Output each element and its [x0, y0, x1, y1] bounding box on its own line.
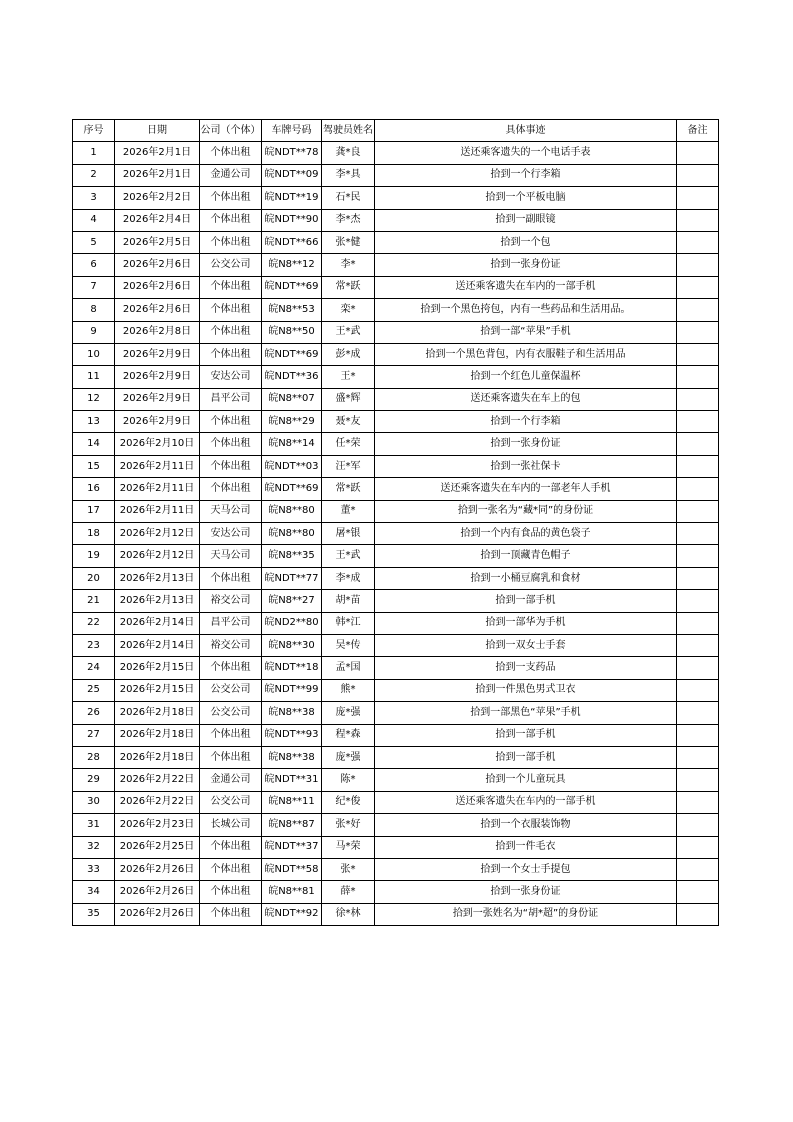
table-row: [73, 903, 719, 925]
cell-date: 2026年2月10日: [115, 433, 200, 455]
cell-driver: 聂*友: [322, 411, 375, 433]
cell-plate: 皖N8**81: [262, 881, 322, 903]
cell-company: 个体出租: [200, 187, 262, 209]
cell-driver: 彭*成: [322, 343, 375, 365]
cell-date: 2026年2月11日: [115, 455, 200, 477]
cell-seq: 30: [73, 791, 115, 813]
cell-deed: 拾到一个儿童玩具: [375, 769, 677, 791]
table-row: [73, 724, 719, 746]
cell-deed: 拾到一顶藏青色帽子: [375, 545, 677, 567]
table-row: [73, 433, 719, 455]
cell-company: 金通公司: [200, 164, 262, 186]
table-row: [73, 657, 719, 679]
cell-company: 昌平公司: [200, 388, 262, 410]
table-row: [73, 590, 719, 612]
cell-driver: 张*好: [322, 814, 375, 836]
cell-plate: 皖NDT**03: [262, 455, 322, 477]
cell-driver: 李*杰: [322, 209, 375, 231]
cell-driver: 马*荣: [322, 836, 375, 858]
header-company: 公司（个体）: [200, 120, 262, 142]
cell-company: 个体出租: [200, 276, 262, 298]
cell-remark: [677, 567, 719, 589]
cell-driver: 庞*强: [322, 746, 375, 768]
cell-date: 2026年2月2日: [115, 187, 200, 209]
table-row: [73, 836, 719, 858]
cell-plate: 皖NDT**66: [262, 231, 322, 253]
cell-remark: [677, 366, 719, 388]
cell-date: 2026年2月11日: [115, 500, 200, 522]
cell-company: 个体出租: [200, 343, 262, 365]
cell-seq: 15: [73, 455, 115, 477]
cell-date: 2026年2月4日: [115, 209, 200, 231]
cell-plate: 皖N8**80: [262, 523, 322, 545]
cell-remark: [677, 702, 719, 724]
table-row: [73, 411, 719, 433]
cell-seq: 21: [73, 590, 115, 612]
lost-found-table: [72, 119, 719, 926]
cell-plate: 皖N8**38: [262, 746, 322, 768]
cell-date: 2026年2月8日: [115, 321, 200, 343]
cell-seq: 29: [73, 769, 115, 791]
cell-plate: 皖N8**07: [262, 388, 322, 410]
cell-plate: 皖N8**27: [262, 590, 322, 612]
cell-date: 2026年2月12日: [115, 545, 200, 567]
cell-date: 2026年2月15日: [115, 657, 200, 679]
cell-driver: 庞*强: [322, 702, 375, 724]
table-row: [73, 634, 719, 656]
cell-company: 公交公司: [200, 702, 262, 724]
cell-plate: 皖N8**12: [262, 254, 322, 276]
cell-deed: 拾到一个内有食品的黄色袋子: [375, 523, 677, 545]
table-row: [73, 455, 719, 477]
cell-seq: 18: [73, 523, 115, 545]
cell-deed: 送还乘客遗失的一个电话手表: [375, 142, 677, 164]
cell-plate: 皖NDT**69: [262, 343, 322, 365]
cell-deed: 拾到一部手机: [375, 590, 677, 612]
cell-remark: [677, 254, 719, 276]
cell-seq: 35: [73, 903, 115, 925]
cell-deed: 送还乘客遗失在车内的一部手机: [375, 276, 677, 298]
cell-driver: 王*武: [322, 545, 375, 567]
cell-date: 2026年2月25日: [115, 836, 200, 858]
cell-seq: 5: [73, 231, 115, 253]
cell-plate: 皖N8**30: [262, 634, 322, 656]
cell-deed: 拾到一张身份证: [375, 254, 677, 276]
cell-date: 2026年2月23日: [115, 814, 200, 836]
cell-plate: 皖NDT**69: [262, 478, 322, 500]
table-row: [73, 523, 719, 545]
cell-deed: 拾到一张身份证: [375, 881, 677, 903]
cell-remark: [677, 411, 719, 433]
cell-company: 个体出租: [200, 321, 262, 343]
table-body: [73, 142, 719, 926]
cell-seq: 13: [73, 411, 115, 433]
cell-seq: 25: [73, 679, 115, 701]
cell-seq: 33: [73, 858, 115, 880]
cell-date: 2026年2月26日: [115, 858, 200, 880]
cell-remark: [677, 142, 719, 164]
cell-driver: 韩*江: [322, 612, 375, 634]
cell-deed: 送还乘客遗失在车内的一部手机: [375, 791, 677, 813]
cell-date: 2026年2月6日: [115, 254, 200, 276]
cell-seq: 28: [73, 746, 115, 768]
cell-plate: 皖NDT**19: [262, 187, 322, 209]
cell-company: 个体出租: [200, 231, 262, 253]
table-row: [73, 209, 719, 231]
cell-deed: 拾到一个衣服装饰物: [375, 814, 677, 836]
table-row: [73, 567, 719, 589]
cell-date: 2026年2月9日: [115, 366, 200, 388]
cell-date: 2026年2月15日: [115, 679, 200, 701]
table-row: [73, 612, 719, 634]
cell-company: 个体出租: [200, 433, 262, 455]
cell-seq: 34: [73, 881, 115, 903]
cell-seq: 19: [73, 545, 115, 567]
cell-plate: 皖NDT**78: [262, 142, 322, 164]
cell-company: 个体出租: [200, 478, 262, 500]
cell-seq: 2: [73, 164, 115, 186]
cell-company: 个体出租: [200, 724, 262, 746]
table-row: [73, 702, 719, 724]
cell-company: 个体出租: [200, 455, 262, 477]
cell-seq: 31: [73, 814, 115, 836]
cell-plate: 皖N8**50: [262, 321, 322, 343]
cell-date: 2026年2月1日: [115, 142, 200, 164]
cell-plate: 皖N8**80: [262, 500, 322, 522]
cell-remark: [677, 679, 719, 701]
cell-seq: 12: [73, 388, 115, 410]
cell-plate: 皖NDT**18: [262, 657, 322, 679]
cell-remark: [677, 858, 719, 880]
cell-seq: 26: [73, 702, 115, 724]
header-plate: 车牌号码: [262, 120, 322, 142]
cell-company: 个体出租: [200, 657, 262, 679]
cell-date: 2026年2月9日: [115, 343, 200, 365]
cell-driver: 常*跃: [322, 276, 375, 298]
cell-company: 安达公司: [200, 523, 262, 545]
cell-driver: 李*成: [322, 567, 375, 589]
cell-plate: 皖NDT**37: [262, 836, 322, 858]
cell-driver: 李*具: [322, 164, 375, 186]
cell-deed: 拾到一部“苹果”手机: [375, 321, 677, 343]
cell-company: 个体出租: [200, 881, 262, 903]
cell-remark: [677, 523, 719, 545]
cell-deed: 拾到一小桶豆腐乳和食材: [375, 567, 677, 589]
cell-seq: 1: [73, 142, 115, 164]
cell-seq: 3: [73, 187, 115, 209]
cell-date: 2026年2月22日: [115, 769, 200, 791]
cell-remark: [677, 433, 719, 455]
table-row: [73, 769, 719, 791]
cell-driver: 栾*: [322, 299, 375, 321]
cell-driver: 盛*辉: [322, 388, 375, 410]
cell-remark: [677, 724, 719, 746]
table-row: [73, 142, 719, 164]
cell-seq: 24: [73, 657, 115, 679]
cell-remark: [677, 231, 719, 253]
cell-company: 金通公司: [200, 769, 262, 791]
cell-remark: [677, 903, 719, 925]
cell-driver: 屠*银: [322, 523, 375, 545]
cell-driver: 张*: [322, 858, 375, 880]
cell-remark: [677, 478, 719, 500]
cell-driver: 王*武: [322, 321, 375, 343]
cell-date: 2026年2月18日: [115, 746, 200, 768]
table-row: [73, 679, 719, 701]
cell-date: 2026年2月18日: [115, 724, 200, 746]
header-date: 日期: [115, 120, 200, 142]
cell-driver: 董*: [322, 500, 375, 522]
cell-plate: 皖NDT**99: [262, 679, 322, 701]
cell-seq: 11: [73, 366, 115, 388]
cell-remark: [677, 455, 719, 477]
cell-company: 个体出租: [200, 858, 262, 880]
cell-deed: 拾到一张名为“藏*同”的身份证: [375, 500, 677, 522]
cell-plate: 皖NDT**90: [262, 209, 322, 231]
cell-driver: 常*跃: [322, 478, 375, 500]
cell-plate: 皖N8**11: [262, 791, 322, 813]
cell-deed: 拾到一张社保卡: [375, 455, 677, 477]
table-row: [73, 321, 719, 343]
header-remark: 备注: [677, 120, 719, 142]
cell-seq: 20: [73, 567, 115, 589]
cell-deed: 送还乘客遗失在车内的一部老年人手机: [375, 478, 677, 500]
cell-remark: [677, 321, 719, 343]
table-row: [73, 545, 719, 567]
cell-deed: 拾到一个包: [375, 231, 677, 253]
cell-plate: 皖NDT**77: [262, 567, 322, 589]
cell-deed: 拾到一副眼镜: [375, 209, 677, 231]
cell-date: 2026年2月14日: [115, 634, 200, 656]
cell-plate: 皖N8**29: [262, 411, 322, 433]
cell-deed: 拾到一张身份证: [375, 433, 677, 455]
cell-seq: 4: [73, 209, 115, 231]
cell-seq: 17: [73, 500, 115, 522]
cell-remark: [677, 881, 719, 903]
cell-seq: 27: [73, 724, 115, 746]
cell-deed: 拾到一个行李箱: [375, 411, 677, 433]
cell-plate: 皖N8**87: [262, 814, 322, 836]
cell-date: 2026年2月22日: [115, 791, 200, 813]
cell-remark: [677, 590, 719, 612]
cell-date: 2026年2月12日: [115, 523, 200, 545]
cell-date: 2026年2月6日: [115, 299, 200, 321]
cell-date: 2026年2月9日: [115, 411, 200, 433]
cell-driver: 任*荣: [322, 433, 375, 455]
cell-remark: [677, 612, 719, 634]
cell-seq: 16: [73, 478, 115, 500]
cell-plate: 皖NDT**58: [262, 858, 322, 880]
cell-deed: 拾到一个女士手提包: [375, 858, 677, 880]
cell-plate: 皖ND2**80: [262, 612, 322, 634]
cell-driver: 王*: [322, 366, 375, 388]
cell-date: 2026年2月1日: [115, 164, 200, 186]
cell-driver: 纪*俊: [322, 791, 375, 813]
cell-seq: 32: [73, 836, 115, 858]
cell-date: 2026年2月13日: [115, 567, 200, 589]
cell-remark: [677, 814, 719, 836]
cell-driver: 吴*传: [322, 634, 375, 656]
cell-plate: 皖N8**14: [262, 433, 322, 455]
cell-deed: 拾到一部华为手机: [375, 612, 677, 634]
cell-company: 公交公司: [200, 254, 262, 276]
cell-remark: [677, 746, 719, 768]
cell-company: 公交公司: [200, 791, 262, 813]
cell-driver: 汪*军: [322, 455, 375, 477]
cell-driver: 李*: [322, 254, 375, 276]
cell-company: 公交公司: [200, 679, 262, 701]
cell-deed: 拾到一个红色儿童保温杯: [375, 366, 677, 388]
header-row: [73, 120, 719, 142]
cell-company: 昌平公司: [200, 612, 262, 634]
cell-driver: 龚*良: [322, 142, 375, 164]
table-row: [73, 366, 719, 388]
cell-date: 2026年2月6日: [115, 276, 200, 298]
cell-deed: 拾到一个黑色背包，内有衣服鞋子和生活用品: [375, 343, 677, 365]
cell-deed: 拾到一个平板电脑: [375, 187, 677, 209]
cell-remark: [677, 500, 719, 522]
table-row: [73, 858, 719, 880]
cell-company: 个体出租: [200, 746, 262, 768]
table-row: [73, 791, 719, 813]
cell-remark: [677, 769, 719, 791]
cell-driver: 陈*: [322, 769, 375, 791]
cell-remark: [677, 634, 719, 656]
table-row: [73, 164, 719, 186]
table-row: [73, 388, 719, 410]
cell-company: 个体出租: [200, 567, 262, 589]
cell-deed: 拾到一件黑色男式卫衣: [375, 679, 677, 701]
table-row: [73, 299, 719, 321]
table-row: [73, 814, 719, 836]
cell-company: 个体出租: [200, 209, 262, 231]
cell-remark: [677, 836, 719, 858]
cell-company: 个体出租: [200, 836, 262, 858]
cell-plate: 皖NDT**09: [262, 164, 322, 186]
cell-remark: [677, 657, 719, 679]
cell-seq: 6: [73, 254, 115, 276]
cell-deed: 拾到一部手机: [375, 724, 677, 746]
cell-company: 个体出租: [200, 142, 262, 164]
cell-seq: 10: [73, 343, 115, 365]
cell-company: 长城公司: [200, 814, 262, 836]
cell-seq: 8: [73, 299, 115, 321]
cell-deed: 拾到一部黑色“苹果”手机: [375, 702, 677, 724]
cell-company: 裕交公司: [200, 634, 262, 656]
cell-remark: [677, 209, 719, 231]
cell-remark: [677, 299, 719, 321]
cell-deed: 拾到一个行李箱: [375, 164, 677, 186]
cell-driver: 石*民: [322, 187, 375, 209]
cell-driver: 熊*: [322, 679, 375, 701]
cell-remark: [677, 187, 719, 209]
table-row: [73, 478, 719, 500]
cell-company: 天马公司: [200, 545, 262, 567]
cell-plate: 皖NDT**31: [262, 769, 322, 791]
cell-plate: 皖N8**38: [262, 702, 322, 724]
cell-date: 2026年2月11日: [115, 478, 200, 500]
header-driver: 驾驶员姓名: [322, 120, 375, 142]
cell-remark: [677, 343, 719, 365]
cell-deed: 拾到一张姓名为“胡*超”的身份证: [375, 903, 677, 925]
table-row: [73, 343, 719, 365]
cell-remark: [677, 791, 719, 813]
cell-deed: 拾到一件毛衣: [375, 836, 677, 858]
cell-seq: 22: [73, 612, 115, 634]
cell-deed: 拾到一个黑色挎包，内有一些药品和生活用品。: [375, 299, 677, 321]
table-row: [73, 254, 719, 276]
table-row: [73, 276, 719, 298]
cell-driver: 张*健: [322, 231, 375, 253]
cell-date: 2026年2月26日: [115, 881, 200, 903]
cell-date: 2026年2月26日: [115, 903, 200, 925]
cell-plate: 皖NDT**93: [262, 724, 322, 746]
cell-driver: 程*森: [322, 724, 375, 746]
cell-plate: 皖NDT**69: [262, 276, 322, 298]
cell-seq: 9: [73, 321, 115, 343]
cell-plate: 皖NDT**36: [262, 366, 322, 388]
cell-remark: [677, 276, 719, 298]
cell-company: 个体出租: [200, 299, 262, 321]
cell-remark: [677, 388, 719, 410]
cell-deed: 拾到一双女士手套: [375, 634, 677, 656]
table-row: [73, 187, 719, 209]
cell-date: 2026年2月9日: [115, 388, 200, 410]
cell-plate: 皖N8**53: [262, 299, 322, 321]
cell-remark: [677, 545, 719, 567]
cell-plate: 皖N8**35: [262, 545, 322, 567]
cell-company: 裕交公司: [200, 590, 262, 612]
cell-company: 安达公司: [200, 366, 262, 388]
cell-driver: 孟*国: [322, 657, 375, 679]
table-row: [73, 746, 719, 768]
cell-deed: 拾到一支药品: [375, 657, 677, 679]
header-seq: 序号: [73, 120, 115, 142]
cell-company: 天马公司: [200, 500, 262, 522]
cell-date: 2026年2月18日: [115, 702, 200, 724]
cell-deed: 拾到一部手机: [375, 746, 677, 768]
cell-date: 2026年2月13日: [115, 590, 200, 612]
table-row: [73, 500, 719, 522]
cell-remark: [677, 164, 719, 186]
cell-company: 个体出租: [200, 411, 262, 433]
cell-date: 2026年2月14日: [115, 612, 200, 634]
header-deed: 具体事迹: [375, 120, 677, 142]
cell-deed: 送还乘客遗失在车上的包: [375, 388, 677, 410]
cell-driver: 徐*林: [322, 903, 375, 925]
cell-plate: 皖NDT**92: [262, 903, 322, 925]
table-row: [73, 881, 719, 903]
cell-seq: 23: [73, 634, 115, 656]
cell-seq: 7: [73, 276, 115, 298]
cell-seq: 14: [73, 433, 115, 455]
cell-driver: 薛*: [322, 881, 375, 903]
cell-company: 个体出租: [200, 903, 262, 925]
cell-date: 2026年2月5日: [115, 231, 200, 253]
table-row: [73, 231, 719, 253]
cell-driver: 胡*苗: [322, 590, 375, 612]
